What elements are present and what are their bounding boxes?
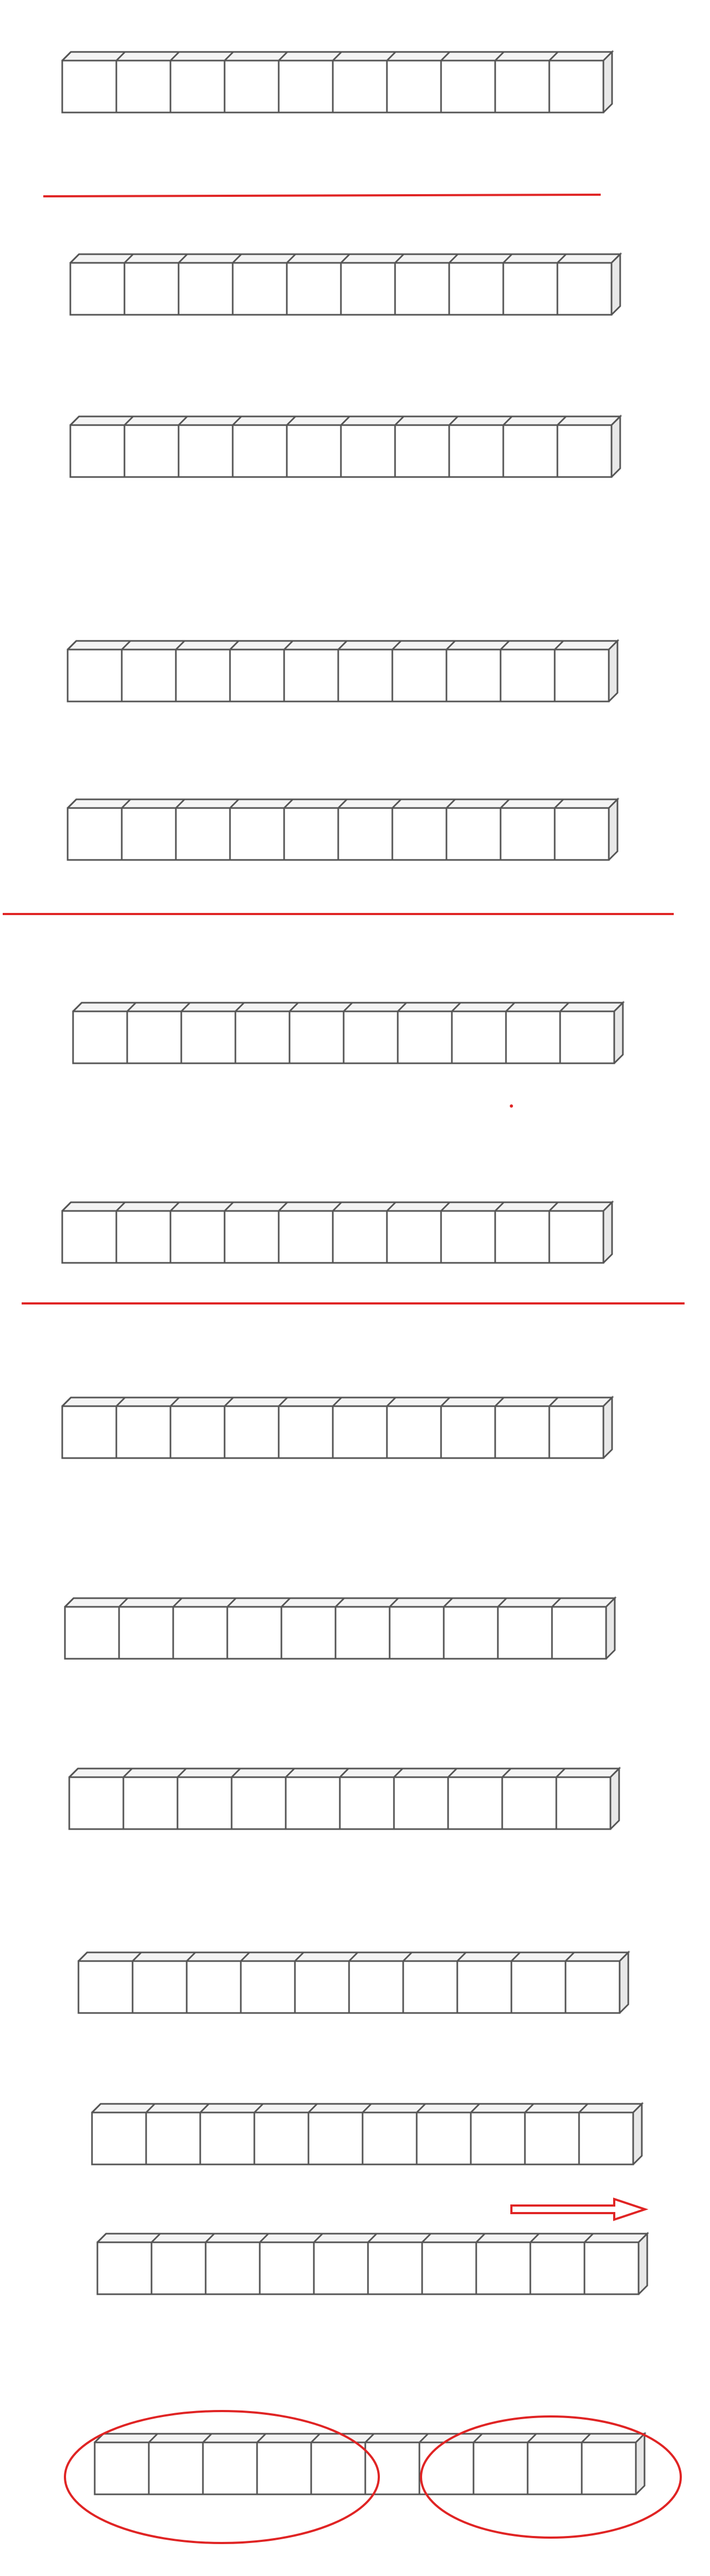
array-side-face xyxy=(636,2434,645,2494)
array-cell xyxy=(368,2242,422,2294)
array-a9 xyxy=(65,1598,615,1659)
array-cell xyxy=(230,650,284,701)
array-cell xyxy=(333,1211,387,1263)
array-cell xyxy=(287,425,341,477)
array-cell xyxy=(395,425,449,477)
array-cell xyxy=(446,808,501,860)
array-cell xyxy=(441,1406,495,1458)
array-cell xyxy=(286,1777,340,1829)
array-cell xyxy=(449,425,503,477)
array-cell xyxy=(279,1211,333,1263)
array-cell xyxy=(295,1961,349,2013)
array-cell xyxy=(133,1961,187,2013)
array-cell xyxy=(387,61,441,112)
array-cell xyxy=(556,1777,610,1829)
array-a14 xyxy=(95,2434,645,2494)
array-cell xyxy=(560,1011,614,1063)
array-cell xyxy=(365,2442,419,2494)
array-cell xyxy=(178,1777,232,1829)
array-cell xyxy=(62,1406,116,1458)
array-cell xyxy=(116,61,170,112)
array-cell xyxy=(70,425,124,477)
array-cell xyxy=(387,1406,441,1458)
array-cell xyxy=(422,2242,476,2294)
array-a10 xyxy=(69,1769,619,1829)
array-cell xyxy=(449,263,503,315)
array-cell xyxy=(452,1011,506,1063)
array-cell xyxy=(390,1607,444,1659)
array-cell xyxy=(495,61,549,112)
array-cell xyxy=(584,2242,639,2294)
array-cell xyxy=(446,650,501,701)
array-side-face xyxy=(603,1398,612,1458)
array-cell xyxy=(170,61,225,112)
array-cell xyxy=(333,1406,387,1458)
array-cell xyxy=(417,2113,471,2164)
array-a3 xyxy=(70,416,620,477)
divider-line xyxy=(43,195,601,196)
array-cell xyxy=(68,650,122,701)
array-cell xyxy=(501,808,555,860)
array-cell xyxy=(68,808,122,860)
array-cell xyxy=(254,2113,308,2164)
array-cell xyxy=(555,650,609,701)
array-cell xyxy=(123,1777,178,1829)
array-side-face xyxy=(603,52,612,112)
array-cell xyxy=(230,808,284,860)
array-cell xyxy=(549,1211,603,1263)
array-cell xyxy=(392,808,446,860)
array-cell xyxy=(124,425,179,477)
array-cell xyxy=(503,425,557,477)
array-cell xyxy=(200,2113,254,2164)
array-side-face xyxy=(603,1202,612,1263)
array-cell xyxy=(179,263,233,315)
array-a6 xyxy=(73,1003,623,1063)
stray-dot xyxy=(510,1104,513,1108)
array-side-face xyxy=(610,1769,619,1829)
array-cell xyxy=(338,650,392,701)
array-cell xyxy=(557,263,612,315)
array-a8 xyxy=(62,1398,612,1458)
array-cell xyxy=(341,425,395,477)
array-cell xyxy=(233,425,287,477)
array-cell xyxy=(314,2242,368,2294)
array-cell xyxy=(127,1011,181,1063)
array-cell xyxy=(206,2242,260,2294)
array-cell xyxy=(179,425,233,477)
array-cell xyxy=(471,2113,525,2164)
array-cell xyxy=(582,2442,636,2494)
array-cell xyxy=(501,650,555,701)
array-cell xyxy=(149,2442,203,2494)
array-cell xyxy=(549,1406,603,1458)
array-cell xyxy=(349,1961,403,2013)
array-cell xyxy=(170,1406,225,1458)
array-cell xyxy=(124,263,179,315)
array-cell xyxy=(284,650,338,701)
array-cell xyxy=(392,650,446,701)
array-cell xyxy=(530,2242,584,2294)
array-cell xyxy=(394,1777,448,1829)
array-side-face xyxy=(612,254,620,315)
array-cell xyxy=(290,1011,344,1063)
array-cell xyxy=(287,263,341,315)
array-cell xyxy=(187,1961,241,2013)
array-cell xyxy=(235,1011,290,1063)
array-cell xyxy=(566,1961,620,2013)
array-side-face xyxy=(612,416,620,477)
array-cell xyxy=(279,1406,333,1458)
array-cell xyxy=(363,2113,417,2164)
array-side-face xyxy=(609,641,617,701)
array-cell xyxy=(552,1607,606,1659)
array-cell xyxy=(333,61,387,112)
array-cell xyxy=(344,1011,398,1063)
array-a13 xyxy=(97,2234,647,2294)
array-side-face xyxy=(620,1952,628,2013)
array-cell xyxy=(281,1607,336,1659)
array-cell xyxy=(227,1607,281,1659)
array-cell xyxy=(65,1607,119,1659)
array-cell xyxy=(176,650,230,701)
array-cell xyxy=(146,2113,200,2164)
array-cell xyxy=(95,2442,149,2494)
array-cell xyxy=(525,2113,579,2164)
array-cell xyxy=(152,2242,206,2294)
array-a11 xyxy=(78,1952,628,2013)
array-cell xyxy=(503,263,557,315)
array-cell xyxy=(73,1011,127,1063)
array-cell xyxy=(233,263,287,315)
array-cell xyxy=(387,1211,441,1263)
array-cell xyxy=(495,1406,549,1458)
array-cell xyxy=(557,425,612,477)
array-cell xyxy=(341,263,395,315)
array-cell xyxy=(476,2242,530,2294)
array-a12 xyxy=(92,2104,642,2164)
array-cell xyxy=(119,1607,173,1659)
array-cell xyxy=(506,1011,560,1063)
array-cell xyxy=(78,1961,133,2013)
array-cell xyxy=(62,1211,116,1263)
array-cell xyxy=(502,1777,556,1829)
array-a1 xyxy=(62,52,612,112)
array-cell xyxy=(498,1607,552,1659)
array-cell xyxy=(260,2242,314,2294)
array-cell xyxy=(311,2442,365,2494)
array-cell xyxy=(457,1961,511,2013)
array-cell xyxy=(284,808,338,860)
array-cell xyxy=(225,1406,279,1458)
array-cell xyxy=(340,1777,394,1829)
array-cell xyxy=(176,808,230,860)
array-cell xyxy=(170,1211,225,1263)
array-cell xyxy=(116,1211,170,1263)
array-cell xyxy=(474,2442,528,2494)
array-cell xyxy=(441,61,495,112)
array-cell xyxy=(441,1211,495,1263)
array-cell xyxy=(511,1961,566,2013)
array-side-face xyxy=(614,1003,623,1063)
array-cell xyxy=(448,1777,502,1829)
array-cell xyxy=(308,2113,363,2164)
array-cell xyxy=(181,1011,235,1063)
array-cell xyxy=(398,1011,452,1063)
array-cell xyxy=(279,61,333,112)
array-cell xyxy=(419,2442,474,2494)
array-cell xyxy=(122,808,176,860)
array-a2 xyxy=(70,254,620,315)
array-cell xyxy=(338,808,392,860)
array-cell xyxy=(122,650,176,701)
array-cell xyxy=(225,1211,279,1263)
array-side-face xyxy=(639,2234,647,2294)
array-cell xyxy=(395,263,449,315)
array-cell xyxy=(62,61,116,112)
array-cell xyxy=(232,1777,286,1829)
array-cell xyxy=(403,1961,457,2013)
array-cell xyxy=(225,61,279,112)
array-cell xyxy=(92,2113,146,2164)
array-cell xyxy=(116,1406,170,1458)
array-a5 xyxy=(68,799,617,860)
array-cell xyxy=(579,2113,633,2164)
array-cell xyxy=(241,1961,295,2013)
array-cell xyxy=(70,263,124,315)
array-cell xyxy=(173,1607,227,1659)
array-cell xyxy=(444,1607,498,1659)
array-a7 xyxy=(62,1202,612,1263)
array-cell xyxy=(203,2442,257,2494)
array-cell xyxy=(69,1777,123,1829)
array-cell xyxy=(336,1607,390,1659)
array-side-face xyxy=(609,799,617,860)
array-cell xyxy=(549,61,603,112)
array-a4 xyxy=(68,641,617,701)
array-side-face xyxy=(606,1598,615,1659)
array-cell xyxy=(528,2442,582,2494)
arrow-right-icon xyxy=(511,2199,645,2220)
array-cell xyxy=(257,2442,311,2494)
array-cell xyxy=(555,808,609,860)
array-side-face xyxy=(633,2104,642,2164)
array-cell xyxy=(97,2242,152,2294)
array-cell xyxy=(495,1211,549,1263)
